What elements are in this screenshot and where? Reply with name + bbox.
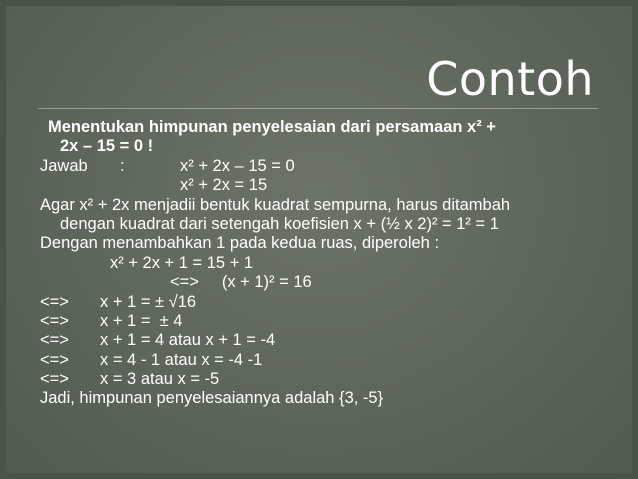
title-divider (38, 108, 598, 109)
step-line-1: x² + 2x = 15 (180, 176, 268, 195)
step-line-8 (40, 370, 612, 389)
step-text: x + 1 = 4 atau x + 1 = -4 (100, 331, 276, 350)
answer-colon: : (120, 156, 125, 175)
equiv-symbol: <=> (40, 292, 69, 311)
equiv-symbol: <=> (40, 370, 69, 389)
step-text: x = 4 - 1 atau x = -4 -1 (100, 350, 263, 369)
step-line-6 (40, 331, 612, 350)
step-text: x = 3 atau x = -5 (100, 370, 220, 389)
conclusion-line: Jadi, himpunan penyelesaiannya adalah {3, -5} (40, 389, 384, 408)
step-line-4 (40, 293, 612, 312)
explain-line-3: Dengan menambahkan 1 pada kedua ruas, diperoleh : (40, 234, 440, 253)
equiv-symbol: <=> (40, 311, 69, 330)
slide-title: Contoh (426, 52, 594, 106)
answer-label: Jawab (40, 156, 88, 175)
problem-line-1: Menentukan himpunan penyelesaian dari persamaan x² + (48, 118, 496, 136)
answer-line (40, 157, 612, 176)
step-line-3: <=> (x + 1)² = 16 (170, 273, 312, 292)
equiv-symbol: <=> (40, 331, 69, 350)
answer-equation: x² + 2x – 15 = 0 (180, 156, 295, 175)
slide-body (40, 118, 612, 409)
step-text: x + 1 = ± 4 (100, 311, 183, 330)
problem-line-2: 2x – 15 = 0 ! (60, 137, 154, 156)
step-line-2: x² + 2x + 1 = 15 + 1 (110, 253, 254, 272)
equiv-symbol: <=> (40, 350, 69, 369)
step-text: x + 1 = ± √16 (100, 292, 197, 311)
step-line-7 (40, 351, 612, 370)
explain-line-1: Agar x² + 2x menjadii bentuk kuadrat sempurna, harus ditambah (40, 195, 511, 214)
step-line-5 (40, 312, 612, 331)
explain-line-2: dengan kuadrat dari setengah koefisien x + (½ x 2)² = 1² = 1 (60, 214, 499, 233)
